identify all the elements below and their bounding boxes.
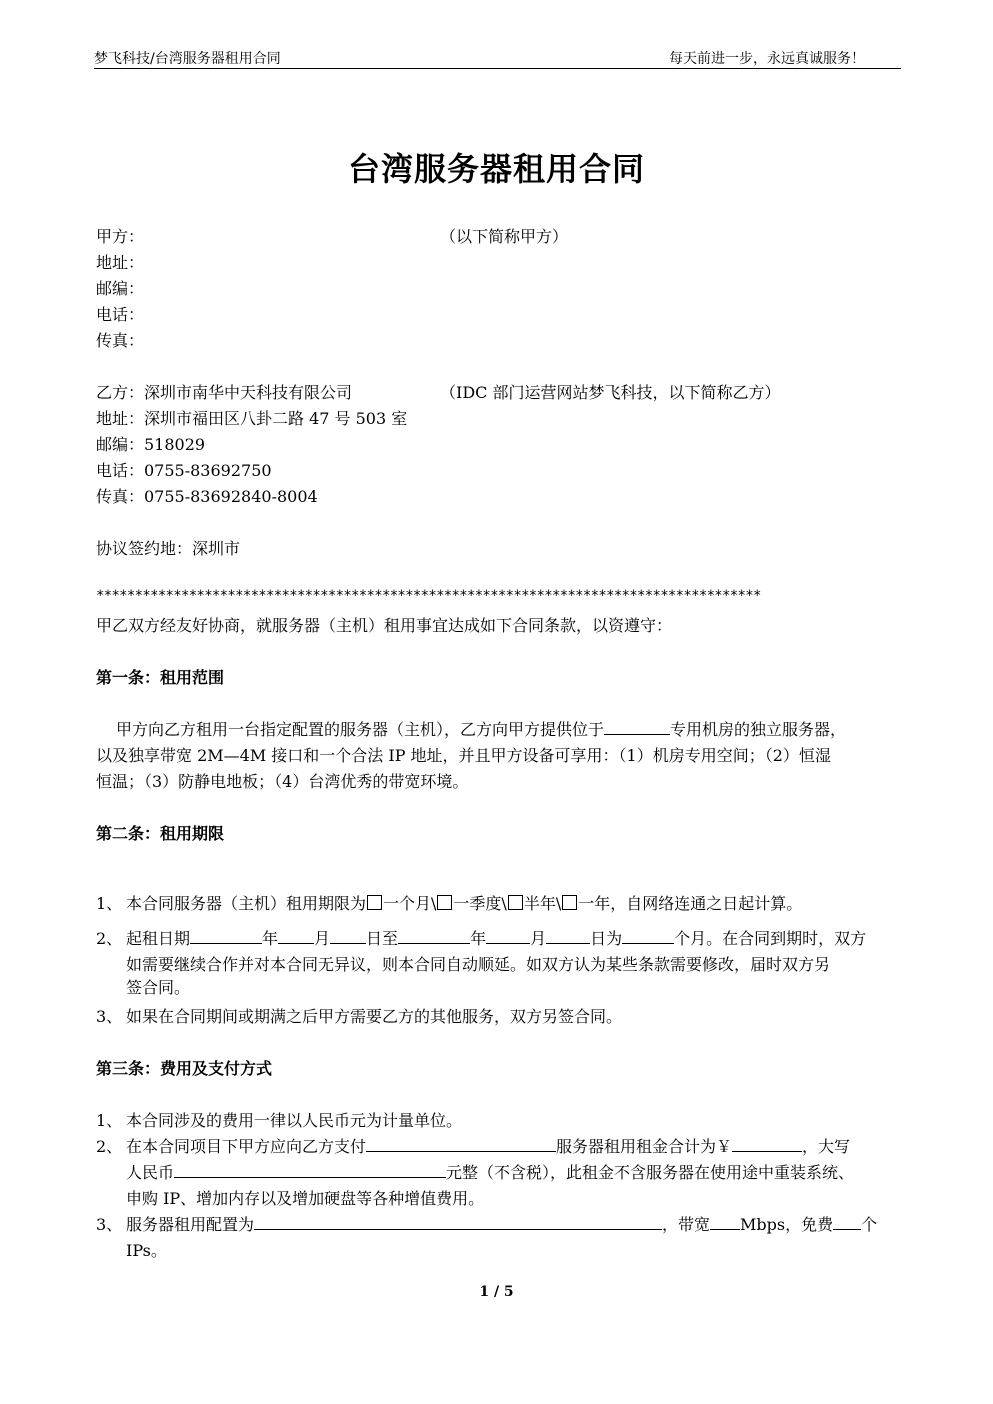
start-date-label: 起租日期 <box>126 929 191 948</box>
checkbox-one-month[interactable] <box>367 895 382 910</box>
blank-config[interactable] <box>254 1215 662 1230</box>
article-3-item-2-num: 2、 <box>96 1137 123 1156</box>
end-month-label: 月 <box>530 929 547 948</box>
article-2-item-1-text: 本合同服务器（主机）租用期限为 <box>126 894 367 913</box>
config-text-c: Mbps，免费 <box>740 1215 834 1234</box>
config-text-d: 个 <box>861 1215 878 1234</box>
article-3-item-3-num: 3、 <box>96 1215 123 1234</box>
article-3-item-3-line-1 <box>126 1212 877 1235</box>
article-3-title: 第三条：费用及支付方式 <box>96 1059 273 1078</box>
party-b-phone: 电话：0755-83692750 <box>96 461 272 480</box>
header-right: 每天前进一步，永远真诚服务！ <box>669 51 865 67</box>
blank-bandwidth[interactable] <box>710 1215 740 1230</box>
party-a-zip-label: 邮编： <box>96 279 145 298</box>
article-1-text-a: 甲方向乙方租用一台指定配置的服务器（主机），乙方向甲方提供位于 <box>116 720 605 739</box>
separator-line: ************************************************************************************** <box>96 588 761 604</box>
page-title: 台湾服务器租用合同 <box>347 150 645 188</box>
blank-start-month[interactable] <box>278 929 314 944</box>
article-1-line-3: 恒温；（3）防静电地板；（4）台湾优秀的带宽环境。 <box>96 772 469 791</box>
article-2-item-2-line-1 <box>126 926 866 949</box>
payment-text-a: 在本合同项目下甲方应向乙方支付 <box>126 1137 367 1156</box>
payment-text-e: 元整（不含税），此租金不含服务器在使用途中重装系统、 <box>446 1163 855 1182</box>
end-day-label: 日为 <box>590 929 623 948</box>
party-a-name-label: 甲方： <box>96 227 145 246</box>
end-year-label: 年 <box>470 929 487 948</box>
party-a-address-label: 地址： <box>96 253 145 272</box>
payment-text-b: 服务器租用租金合计为￥ <box>556 1137 733 1156</box>
article-3-item-1-num: 1、 <box>96 1111 123 1130</box>
blank-payment-item[interactable] <box>366 1137 556 1152</box>
article-1-title: 第一条：租用范围 <box>96 668 225 687</box>
option-one-year: 一年，自网络连通之日起计算。 <box>578 894 803 913</box>
party-b-zip: 邮编：518029 <box>96 435 206 454</box>
config-text-b: ，带宽 <box>662 1215 711 1234</box>
article-2-item-2-num: 2、 <box>96 929 123 948</box>
article-3-item-1: 本合同涉及的费用一律以人民币元为计量单位。 <box>126 1111 463 1130</box>
party-a-phone-label: 电话： <box>96 305 145 324</box>
article-1-text-b: 专用机房的独立服务器， <box>670 720 847 739</box>
header-rule <box>94 68 901 69</box>
blank-end-year[interactable] <box>398 929 470 944</box>
article-3-item-2-line-3: 申购 IP、增加内存以及增加硬盘等各种增值费用。 <box>126 1189 485 1208</box>
party-b-address: 地址：深圳市福田区八卦二路 47 号 503 室 <box>96 409 408 428</box>
article-3-item-3-line-2: IPs。 <box>126 1241 167 1260</box>
sign-place: 协议签约地：深圳市 <box>96 539 241 558</box>
option-half-year: 半年\ <box>523 894 562 913</box>
page-number: 1 / 5 <box>479 1284 514 1300</box>
party-b-note: （IDC 部门运营网站梦飞科技，以下简称乙方） <box>440 383 781 402</box>
article-2-item-1 <box>126 891 802 914</box>
party-b-name: 乙方：深圳市南华中天科技有限公司 <box>96 383 353 402</box>
article-2-item-3-num: 3、 <box>96 1007 123 1026</box>
blank-start-year[interactable] <box>190 929 262 944</box>
article-2-item-2-line-2: 如需要继续合作并对本合同无异议，则本合同自动顺延。如双方认为某些条款需要修改，届时双方另 <box>126 955 831 974</box>
blank-end-month[interactable] <box>486 929 530 944</box>
article-2-item-3: 如果在合同期间或期满之后甲方需要乙方的其他服务，双方另签合同。 <box>126 1007 623 1026</box>
checkbox-one-year[interactable] <box>562 895 577 910</box>
blank-free-ips[interactable] <box>833 1215 861 1230</box>
article-3-item-2-line-2 <box>126 1160 854 1183</box>
article-3-item-2-line-1 <box>126 1134 850 1157</box>
blank-end-day[interactable] <box>546 929 590 944</box>
party-b-fax: 传真：0755-83692840-8004 <box>96 487 318 506</box>
payment-text-c: ，大写 <box>802 1137 851 1156</box>
option-one-month: 一个月\ <box>383 894 437 913</box>
checkbox-half-year[interactable] <box>508 895 523 910</box>
start-year-label: 年 <box>262 929 279 948</box>
start-month-label: 月 <box>314 929 331 948</box>
blank-months[interactable] <box>622 929 674 944</box>
months-label: 个月。在合同到期时，双方 <box>674 929 867 948</box>
party-a-fax-label: 传真： <box>96 331 145 350</box>
party-a-note: （以下简称甲方） <box>440 227 569 246</box>
payment-text-d: 人民币 <box>126 1163 175 1182</box>
blank-amount-in-words[interactable] <box>174 1163 446 1178</box>
article-1-line-1 <box>116 717 846 740</box>
config-text-a: 服务器租用配置为 <box>126 1215 255 1234</box>
intro-text: 甲乙双方经友好协商，就服务器（主机）租用事宜达成如下合同条款，以资遵守： <box>96 616 673 635</box>
blank-datacenter[interactable] <box>604 720 670 735</box>
article-1-line-2: 以及独享带宽 2M—4M 接口和一个合法 IP 地址，并且甲方设备可享用：（1）机房专用空间；（2）恒湿 <box>96 746 831 765</box>
header-left: 梦飞科技/台湾服务器租用合同 <box>94 51 281 67</box>
checkbox-one-quarter[interactable] <box>437 895 452 910</box>
blank-rent-amount[interactable] <box>732 1137 802 1152</box>
article-2-item-1-num: 1、 <box>96 894 123 913</box>
article-2-item-2-line-3: 签合同。 <box>126 978 191 997</box>
option-one-quarter: 一季度\ <box>453 894 507 913</box>
start-day-label: 日至 <box>366 929 399 948</box>
blank-start-day[interactable] <box>330 929 366 944</box>
article-2-title: 第二条：租用期限 <box>96 824 225 843</box>
